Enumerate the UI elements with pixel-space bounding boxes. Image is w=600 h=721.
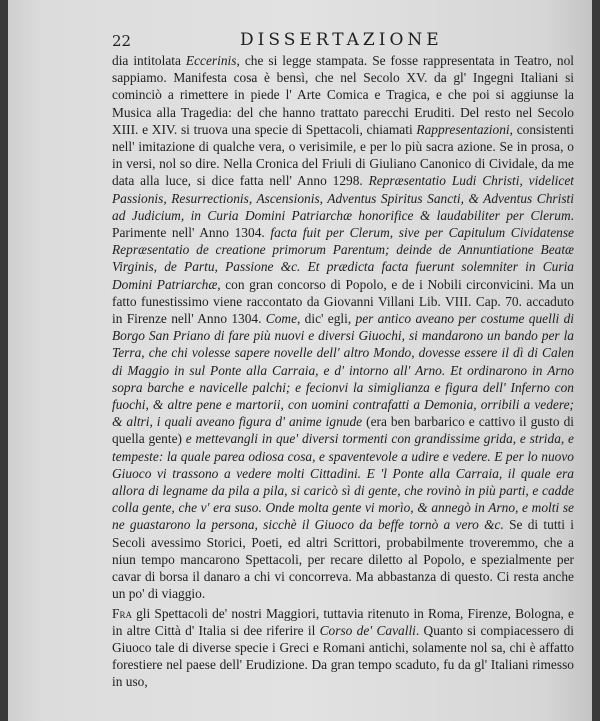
- italic-text-segment: Eccerinis: [185, 53, 237, 68]
- text-segment: Se di tutti i Secoli avessimo Storici, Poeti, ed altri Scrittori, probabilmente troveremmo, che a niun tempo mancarono Spettacoli, per recare diletto al Popolo, e spezialmente per cavar di borsa il danaro a chi vi concorreva. Ma abbastanza di questo. Ci resta anche un po' di viaggio.: [112, 517, 574, 602]
- italic-text-segment: e mettevangli in que' diversi tormenti con grandissime grida, e strida, e tempeste: la quale parea odiosa cosa, e spaventevole a udire e vedere. E per lo nuovo Giuoco vi trassono a vedere molti Cittadini. E 'l Ponte alla Carraia, il quale era allora di legname da pila a pila, si caricò sì di gente, che rovinò in più parti, e cadde colla gente, che v' era suso. Onde molta gente vi morìo, & annegò in Arno, e molti se ne guastarono la persona, sicchè il Giuoco da beffe tornò a vero &c.: [112, 431, 574, 533]
- paragraph-1: [112, 52, 574, 603]
- running-title: DISSERTAZIONE: [240, 30, 443, 50]
- text-segment: , consistenti nell' imitazione di qualche vera, o verisimile, e per lo più sacra azione. Se in prosa, o in versi, nol so dire. Nella Cronica del Friuli di Giuliano Canonico di Cividale, da me data alla luce, si dice fatta nell' Anno 1298.: [112, 121, 574, 189]
- text-segment: , con gran concorso di Popolo, e de i Nobili circonvicini. Ma un fatto funestissimo viene raccontato da Giovanni Villani Lib. VIII. Cap. 70. accaduto in Firenze nell' Anno 1304.: [112, 276, 574, 327]
- italic-text-segment: Repræsentatio Ludi Christi, videlicet Passionis, Resurrectionis, Ascensionis, Adventus Spiritus Sancti, & Adventus Christi ad Judicium, in Curia Domini Patriarchæ honorifice & laudabiliter per Clerum: [112, 173, 574, 223]
- text-segment: gli Spettacoli de' nostri Maggiori, tuttavia ritenuto in Roma, Firenze, Bologna, e in altre Città d' Italia si dee riferire il: [112, 605, 574, 638]
- italic-text-segment: per antico aveano per costume quelli di Borgo San Priano di fare più nuovi e diversi Giuochi, si mandarono un bando per la Terra, che chi volesse sapere novelle dell' altro Mondo, dovesse essere il dì di Calen di Maggio in sul Ponte alla Carraia, e d' intorno all' Arno. Et ordinarono in Arno sopra barche e navicelle palchi; e fecionvi la simiglianza e figura dell' Inferno con fuochi, & altre pene e martorii, con uomini contrafatti a Demonia, orribili a vedere; & altri, i quali aveano figura d' anime ignude: [112, 311, 574, 430]
- text-segment: Fra: [112, 605, 132, 621]
- italic-text-segment: facta fuit per Clerum, sive per Capitulum Cividatense Repræsentatio de creatione primorum Parentum; deinde de Annuntiatione Beatæ Virginis, de Partu, Passione &c. Et prædicta facta fuerunt solemniter in Curia Domini Patriarchæ: [112, 225, 574, 292]
- page-number: 22: [112, 32, 132, 50]
- text-segment: . Quanto si compiacessero di Giuoco tale di diverse specie i Greci e Romani antichi, solamente nol sa, chi è affatto forestiere nel paese dell' Erudizione. Da gran tempo scaduto, fu da gl' Italiani rimesso in uso,: [112, 622, 574, 690]
- paragraph-2: [112, 605, 574, 691]
- italic-text-segment: Come: [265, 311, 298, 327]
- italic-text-segment: Corso de' Cavalli: [319, 622, 416, 638]
- text-segment: , che si legge stampata. Se fosse rappresentata in Teatro, nol sappiamo. Manifesta cosa è bensì, che nel Secolo XV. da gl' Ingegni Italiani si cominciò a rimettere in piede l' Arte Comica e Tragica, e che poi si aggiunse la Musica alla Tragedia: del che hanno trattato parecchi Eruditi. Del resto nel Secolo XIII. e XIV. si truova una specie di Spettacoli, chiamati: [112, 53, 574, 137]
- text-segment: , dic' egli,: [297, 311, 356, 327]
- text-segment: (era ben barbarico e cattivo il gusto di quella gente): [112, 414, 575, 447]
- page-header: [112, 30, 572, 52]
- text-segment: . Parimente nell' Anno 1304.: [112, 207, 574, 241]
- italic-text-segment: Rappresentazioni: [416, 121, 510, 137]
- book-page: [8, 0, 592, 721]
- page-body: [112, 52, 574, 691]
- text-segment: dia intitolata: [112, 53, 186, 68]
